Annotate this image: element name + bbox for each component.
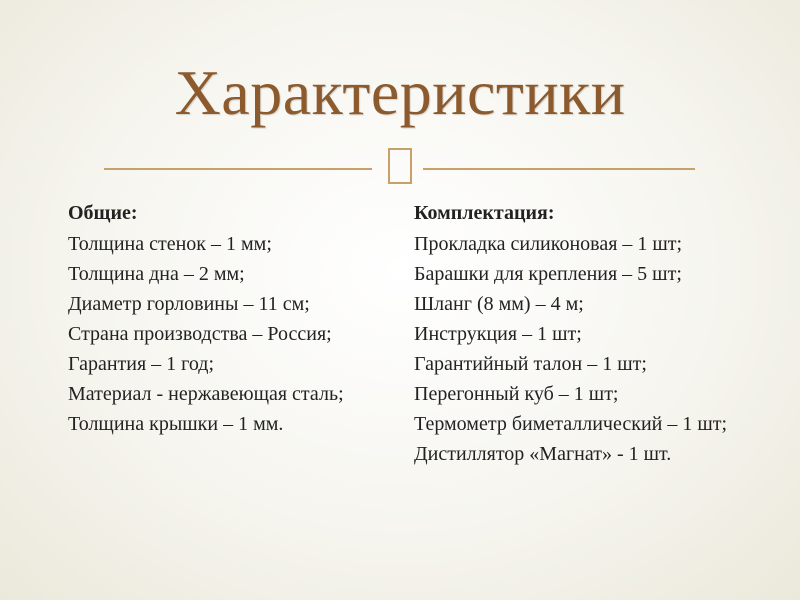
general-specs-column [68, 198, 388, 439]
package-item: Гарантийный талон – 1 шт; [414, 353, 647, 375]
divider-right [423, 168, 695, 170]
package-item: Барашки для крепления – 5 шт; [414, 263, 682, 285]
package-contents-heading: Комплектация: [414, 202, 555, 224]
spec-item: Толщина дна – 2 мм; [68, 263, 245, 285]
package-item: Перегонный куб – 1 шт; [414, 383, 619, 405]
general-specs-heading: Общие: [68, 202, 138, 224]
package-item: Дистиллятор «Магнат» - 1 шт. [414, 443, 672, 465]
spec-item: Толщина стенок – 1 мм; [68, 233, 272, 255]
spec-item: Толщина крышки – 1 мм. [68, 413, 284, 435]
package-item: Инструкция – 1 шт; [414, 323, 582, 345]
spec-item: Страна производства – Россия; [68, 323, 332, 345]
package-item: Термометр биметаллический – 1 шт; [414, 413, 728, 435]
package-item: Шланг (8 мм) – 4 м; [414, 293, 584, 315]
spec-item: Материал - нержавеющая сталь; [68, 383, 344, 405]
slide-title: Характеристики [174, 57, 626, 128]
spec-item: Диаметр горловины – 11 см; [68, 293, 310, 315]
bracket-ornament-icon [386, 147, 414, 185]
spec-item: Гарантия – 1 год; [68, 353, 215, 375]
divider-left [104, 168, 372, 170]
package-contents-column [414, 198, 734, 469]
package-item: Прокладка силиконовая – 1 шт; [414, 233, 683, 255]
